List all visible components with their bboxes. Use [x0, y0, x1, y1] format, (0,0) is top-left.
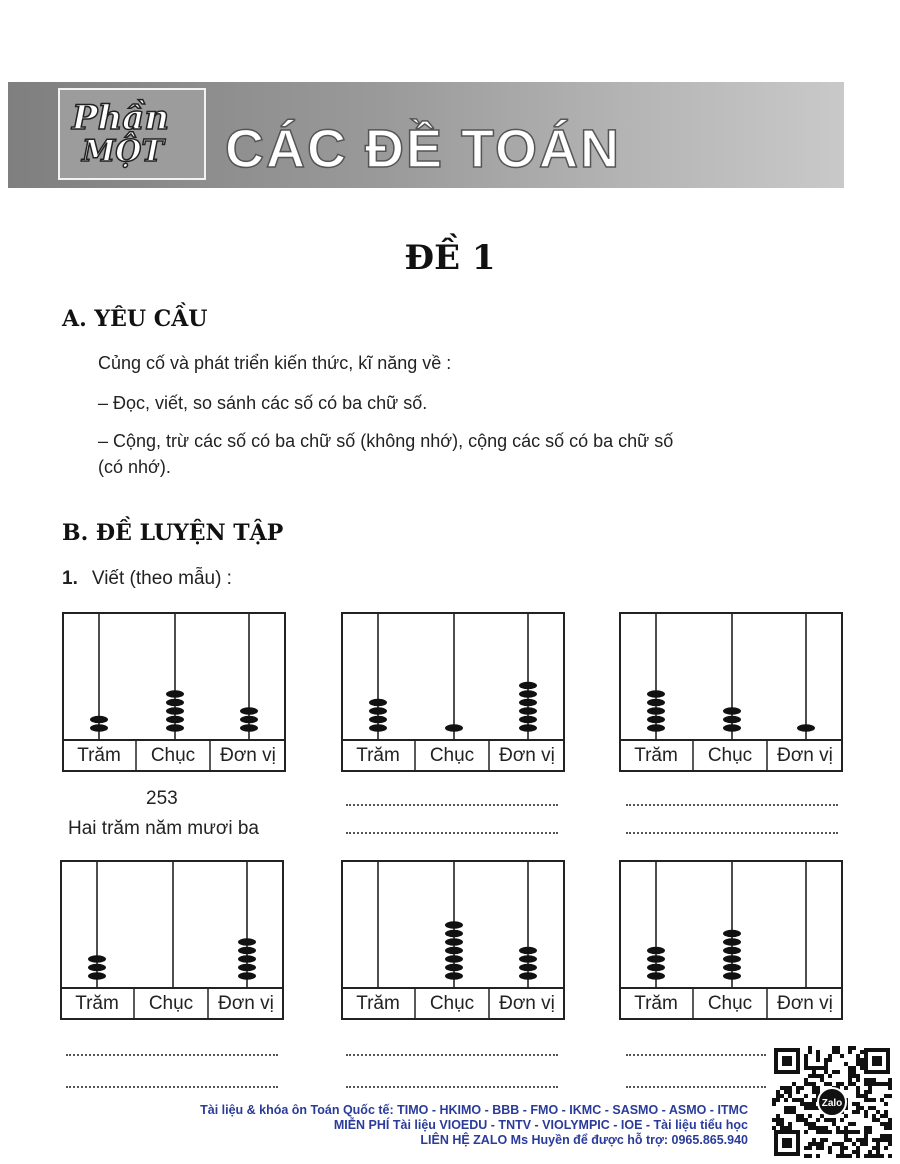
column-label: Chục — [707, 745, 753, 766]
exam-title: ĐỀ 1 — [404, 238, 496, 278]
answer-line[interactable] — [346, 800, 558, 806]
column-label: Đơn vị — [218, 993, 274, 1014]
section-a-intro: Củng cố và phát triển kiến thức, kĩ năng về : — [98, 353, 452, 373]
abacus-bead — [238, 947, 256, 955]
answer-line[interactable] — [626, 828, 838, 834]
abacus-bead — [90, 724, 108, 732]
question-number: 1. — [62, 568, 78, 589]
abacus-bead — [166, 716, 184, 724]
abacus-bead — [369, 724, 387, 732]
column-label: Trăm — [356, 993, 400, 1014]
qr-code-icon — [772, 1046, 892, 1158]
abacus-bead — [445, 964, 463, 972]
abacus-bead — [445, 972, 463, 980]
abacus-bead — [723, 724, 741, 732]
column-label: Trăm — [75, 993, 119, 1014]
abacus-bead — [647, 972, 665, 980]
column-label: Chục — [429, 745, 475, 766]
abacus-bead — [519, 972, 537, 980]
abacus-bead — [240, 724, 258, 732]
answer-line[interactable] — [626, 800, 838, 806]
column-label: Chục — [148, 993, 194, 1014]
abacus-bead — [166, 699, 184, 707]
abacus-4 — [60, 860, 284, 1020]
abacus-bead — [90, 716, 108, 724]
column-label: Trăm — [356, 745, 400, 766]
question-text: Viết (theo mẫu) : — [91, 568, 232, 589]
abacus-bead — [88, 964, 106, 972]
column-label: Trăm — [77, 745, 121, 766]
abacus-bead — [240, 716, 258, 724]
qr-badge: Zalo — [821, 1098, 843, 1109]
answer-line[interactable] — [66, 1050, 278, 1056]
abacus-bead — [445, 724, 463, 732]
answer-line[interactable] — [626, 1082, 766, 1088]
abacus-bead — [519, 724, 537, 732]
answer-line[interactable] — [66, 1082, 278, 1088]
abacus-bead — [369, 716, 387, 724]
abacus-bead — [797, 724, 815, 732]
section-a-heading: A. YÊU CẦU — [62, 306, 208, 332]
footer-line-3: LIÊN HỆ ZALO Ms Huyền để được hỗ trợ: 0965.865.940 — [420, 1133, 748, 1147]
answer-line[interactable] — [626, 1050, 766, 1056]
abacus-bead — [445, 955, 463, 963]
abacus-bead — [647, 964, 665, 972]
abacus-bead — [647, 955, 665, 963]
column-label: Chục — [707, 993, 753, 1014]
footer-line-2: MIỄN PHÍ Tài liệu VIOEDU - TNTV - VIOLYMPIC - IOE - Tài liệu tiểu học — [333, 1118, 748, 1132]
part-number: MỘT — [82, 134, 164, 169]
requirement-item: – Cộng, trừ các số có ba chữ số (không nhớ), cộng các số có ba chữ số — [98, 431, 674, 451]
abacus-bead — [647, 724, 665, 732]
banner-title: CÁC ĐỀ TOÁN — [225, 119, 622, 179]
abacus-bead — [519, 682, 537, 690]
abacus-bead — [445, 947, 463, 955]
abacus-bead — [723, 707, 741, 715]
abacus-bead — [519, 690, 537, 698]
abacus-bead — [723, 955, 741, 963]
abacus-1 — [62, 612, 286, 772]
abacus-2 — [341, 612, 565, 772]
zalo-qr-code[interactable] — [772, 1046, 892, 1158]
abacus-bead — [723, 716, 741, 724]
abacus-bead — [519, 716, 537, 724]
part-badge — [58, 88, 206, 180]
abacus-bead — [647, 699, 665, 707]
column-label: Đơn vị — [777, 993, 833, 1014]
abacus-bead — [445, 930, 463, 938]
abacus-bead — [166, 724, 184, 732]
abacus-bead — [723, 947, 741, 955]
abacus-bead — [723, 964, 741, 972]
sample-words: Hai trăm năm mươi ba — [68, 818, 259, 839]
abacus-bead — [238, 972, 256, 980]
abacus-bead — [369, 707, 387, 715]
abacus-bead — [88, 955, 106, 963]
abacus-bead — [88, 972, 106, 980]
abacus-bead — [647, 947, 665, 955]
column-label: Đơn vị — [777, 745, 833, 766]
abacus-bead — [238, 964, 256, 972]
answer-line[interactable] — [346, 828, 558, 834]
abacus-3 — [619, 612, 843, 772]
abacus-5 — [341, 860, 565, 1020]
question-1 — [62, 568, 232, 590]
abacus-6 — [619, 860, 843, 1020]
column-label: Chục — [150, 745, 196, 766]
abacus-bead — [519, 947, 537, 955]
abacus-bead — [238, 955, 256, 963]
footer-line-1: Tài liệu & khóa ôn Toán Quốc tế: TIMO - HKIMO - BBB - FMO - IKMC - SASMO - ASMO - ITMC — [200, 1103, 748, 1117]
answer-line[interactable] — [346, 1050, 558, 1056]
column-label: Trăm — [634, 745, 678, 766]
column-label: Đơn vị — [499, 993, 555, 1014]
column-label: Trăm — [634, 993, 678, 1014]
requirement-item: – Đọc, viết, so sánh các số có ba chữ số. — [98, 393, 428, 413]
abacus-bead — [519, 699, 537, 707]
abacus-bead — [240, 707, 258, 715]
section-b-heading: B. ĐỀ LUYỆN TẬP — [62, 520, 284, 546]
abacus-bead — [647, 707, 665, 715]
abacus-bead — [519, 707, 537, 715]
column-label: Đơn vị — [220, 745, 276, 766]
part-word: Phần — [72, 98, 170, 138]
abacus-bead — [519, 964, 537, 972]
abacus-bead — [445, 938, 463, 946]
abacus-bead — [647, 690, 665, 698]
sample-number: 253 — [146, 788, 178, 809]
footer-promo — [200, 1103, 748, 1148]
abacus-bead — [238, 938, 256, 946]
column-label: Chục — [429, 993, 475, 1014]
answer-line[interactable] — [346, 1082, 558, 1088]
abacus-bead — [647, 716, 665, 724]
abacus-bead — [166, 707, 184, 715]
abacus-bead — [519, 955, 537, 963]
abacus-bead — [369, 699, 387, 707]
abacus-bead — [445, 921, 463, 929]
abacus-bead — [166, 690, 184, 698]
abacus-bead — [723, 972, 741, 980]
abacus-bead — [723, 938, 741, 946]
abacus-bead — [723, 930, 741, 938]
requirement-item: (có nhớ). — [98, 457, 171, 477]
column-label: Đơn vị — [499, 745, 555, 766]
